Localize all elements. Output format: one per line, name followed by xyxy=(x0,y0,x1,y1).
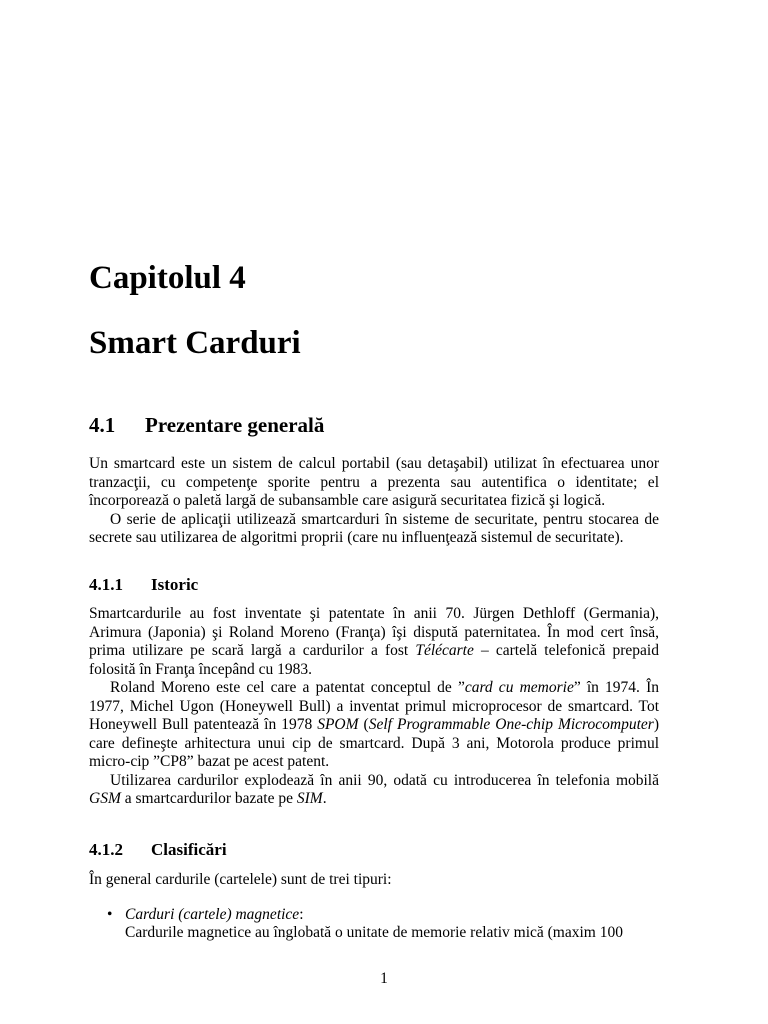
paragraph: O serie de aplicaţii utilizează smartcarduri în sisteme de securitate, pentru stocarea de secrete sau utilizarea de algoritmi proprii (care nu influenţează sistemul de securitate). xyxy=(89,510,659,546)
paragraph: Utilizarea cardurilor explodează în anii 90, odată cu introducerea în telefonia mobilă GSM a smartcardurilor bazate pe SIM. xyxy=(89,771,659,807)
subsection-number: 4.1.1 xyxy=(89,575,123,594)
paragraph: Un smartcard este un sistem de calcul portabil (sau detaşabil) utilizat în efectuarea unor tranzacţii, cu competenţe sporite pentru a prezenta sau autentifica o identitate; el încorporează o paletă largă de subansamble care asigură securitatea fizică şi logică. xyxy=(89,455,659,509)
page-number: 1 xyxy=(380,970,388,987)
subsection-number: 4.1.2 xyxy=(89,840,123,859)
paragraph: În general cardurile (cartelele) sunt de trei tipuri: xyxy=(89,871,392,888)
list-item-label: Carduri (cartele) magnetice xyxy=(125,905,300,923)
section-number: 4.1 xyxy=(89,413,116,437)
subsection-1-content xyxy=(89,605,659,809)
list-item: • Carduri (cartele) magnetice: Cardurile magnetice au înglobată o unitate de memorie relativ mică (maxim 100 xyxy=(107,905,623,941)
bullet-list xyxy=(89,906,623,943)
chapter-title: Smart Carduri xyxy=(89,325,301,361)
section-title: Prezentare generală xyxy=(145,413,325,437)
bullet-icon: • xyxy=(107,905,113,923)
paragraph: Roland Moreno este cel care a patentat conceptul de ”card cu memorie” în 1974. În 1977, Michel Ugon (Honeywell Bull) a inventat primul microprocesor de smartcard. Tot Honeywell Bull patentează în 1978 SPOM (Self Programmable One-chip Microcomputer) care defineşte arhitectura unui cip de smartcard. După 3 ani, Motorola produce primul micro-cip ”CP8” bazat pe acest patent. xyxy=(89,679,659,770)
subsection-title: Istoric xyxy=(151,575,199,594)
chapter-number: Capitolul 4 xyxy=(89,260,246,296)
section-1-content xyxy=(89,455,659,548)
list-item-text: Cardurile magnetice au înglobată o unitate de memorie relativ mică (maxim 100 xyxy=(125,924,623,941)
subsection-2-content xyxy=(89,871,623,943)
subsection-heading xyxy=(89,575,198,595)
subsection-2-heading-container xyxy=(89,840,227,860)
section-heading xyxy=(89,413,324,438)
subsection-heading xyxy=(89,840,227,860)
subsection-title: Clasificări xyxy=(151,840,227,859)
subsection-1-heading-container xyxy=(89,575,198,595)
paragraph: Smartcardurile au fost inventate şi patentate în anii 70. Jürgen Dethloff (Germania), Arimura (Japonia) şi Roland Moreno (Franţa) îşi dispută paternitatea. În mod cert însă, prima utilizare pe scară largă a cardurilor a fost Télécarte – cartelă telefonică prepaid folosită în Franţa începând cu 1983. xyxy=(89,605,659,678)
